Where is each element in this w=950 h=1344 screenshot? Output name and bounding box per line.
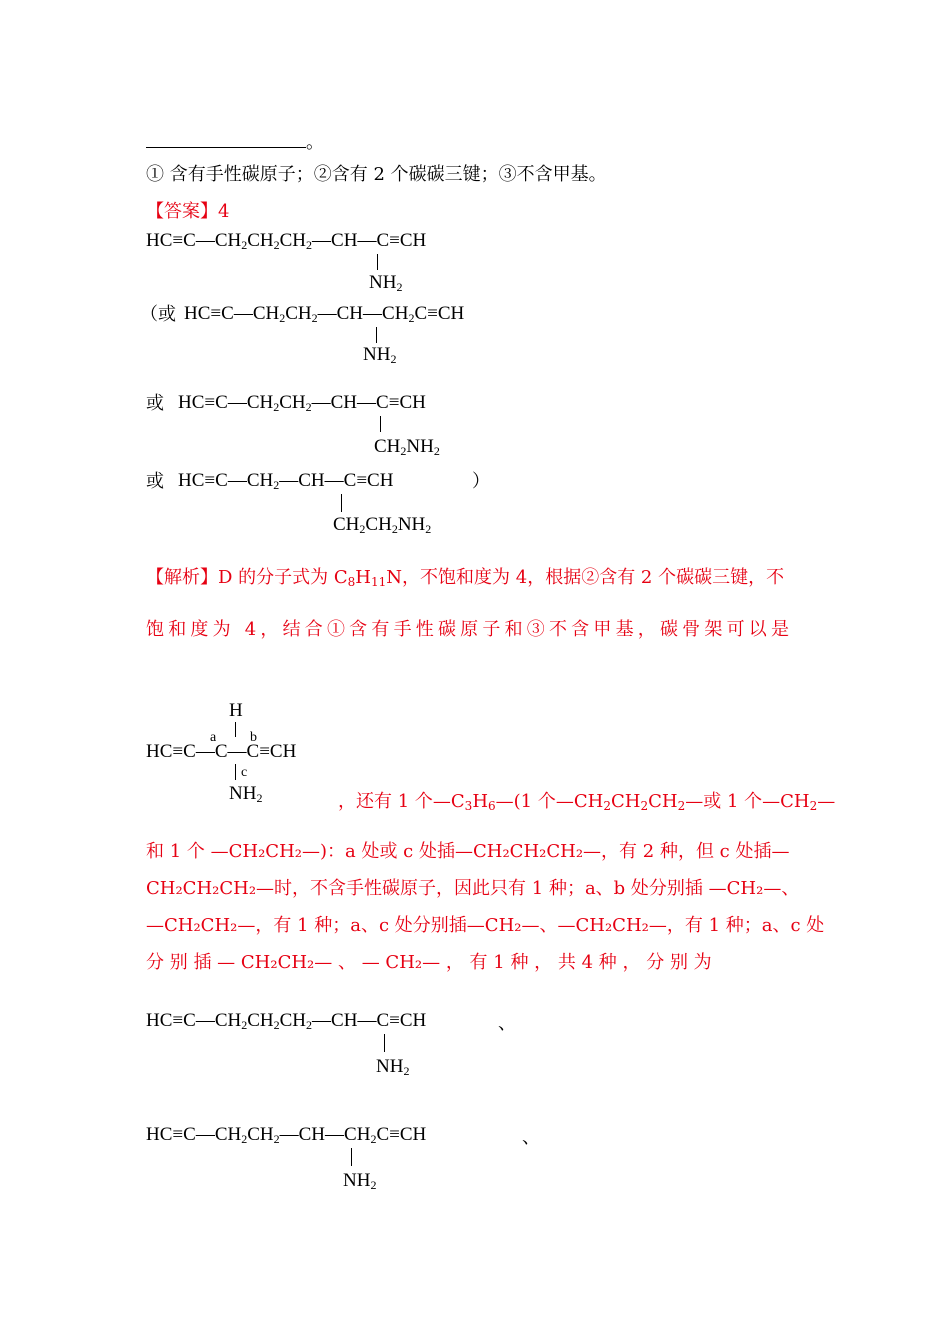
final-structure-1: $HC\equiv C—CH_2CH_2CH_2—CH—C\equiv CH$	[146, 1010, 427, 1032]
blank-end-mark: 。	[306, 132, 324, 153]
bond-vertical	[341, 494, 342, 512]
analysis-line-6: —CH₂CH₂—，有 1 种；a、c 处分别插—CH₂—、—CH₂CH₂—，有 1 种；a、c 处	[146, 915, 825, 936]
structure-4: $HC\equiv C—CH_2—CH—C\equiv CH$	[178, 470, 394, 492]
analysis-line-7: 分 别 插 — CH₂CH₂— 、 — CH₂— ， 有 1 种 ， 共 4 种 ， 分 别 为	[146, 952, 712, 973]
skeleton-label-c: c	[241, 765, 248, 780]
skeleton-label-a: a	[210, 730, 217, 745]
bond-vertical	[380, 416, 381, 432]
alt-or-2: 或	[146, 471, 164, 492]
structure-4-branch: $CH_2CH_2NH_2$	[333, 514, 432, 536]
analysis-line-1: 【解析】D 的分子式为 $C_8H_{11}N$，不饱和度为 4，根据②含有 2 个碳碳三键，不	[146, 567, 785, 589]
alt-close: ）	[472, 471, 490, 492]
question-conditions: ① 含有手性碳原子；②含有 2 个碳碳三键；③不含甲基。	[146, 164, 607, 185]
bond-vertical	[351, 1148, 352, 1166]
bond-vertical	[376, 327, 377, 343]
analysis-line-3: ，还有 1 个$—C_3H_6—(1$ 个$—CH_2CH_2CH_2—$或 1 个$—CH_2—$	[338, 791, 836, 813]
analysis-line-4: 和 1 个 —CH₂CH₂—)：a 处或 c 处插—CH₂CH₂CH₂—，有 2 种，但 c 处插—	[146, 841, 790, 862]
analysis-line-5: CH₂CH₂CH₂—时，不含手性碳原子，因此只有 1 种；a、b 处分别插 —CH₂—、	[146, 878, 800, 899]
bond-vertical	[235, 764, 236, 780]
answer-label: 【答案】	[146, 201, 218, 222]
list-separator: 、	[498, 1013, 516, 1034]
bond-vertical	[235, 722, 236, 737]
alt-open: （或	[140, 304, 176, 325]
analysis-line-2: 饱和度为 4，结合①含有手性碳原子和③不含甲基，碳骨架可以是	[146, 619, 794, 640]
structure-2-amine: $NH_2$	[363, 344, 397, 366]
final-structure-2: $HC\equiv C—CH_2CH_2—CH—CH_2C\equiv CH$	[146, 1124, 427, 1146]
bond-vertical	[377, 254, 378, 270]
structure-2: $HC\equiv C—CH_2CH_2—CH—CH_2C\equiv CH$	[184, 303, 465, 325]
list-separator: 、	[522, 1127, 540, 1148]
skeleton-label-b: b	[250, 730, 257, 745]
final-structure-2-amine: $NH_2$	[343, 1170, 377, 1192]
answer-value: 4	[218, 201, 230, 222]
final-structure-1-amine: $NH_2$	[376, 1056, 410, 1078]
structure-3: $HC\equiv C—CH_2CH_2—CH—C\equiv CH$	[178, 392, 426, 414]
bond-vertical	[384, 1034, 385, 1052]
skeleton-amine: $NH_2$	[229, 783, 263, 805]
structure-1: $HC\equiv C—CH_2CH_2CH_2—CH—C\equiv CH$	[146, 230, 427, 252]
alt-or-1: 或	[146, 393, 164, 414]
structure-3-branch: $CH_2NH_2$	[374, 436, 440, 458]
answer-blank-line	[146, 147, 306, 148]
skeleton-top-h: H	[229, 700, 243, 721]
structure-1-amine: $NH_2$	[369, 272, 403, 294]
answer-line	[146, 201, 229, 223]
analysis-label: 【解析】	[146, 567, 218, 588]
skeleton-chain: HC≡C—C—C≡CH	[146, 741, 297, 762]
